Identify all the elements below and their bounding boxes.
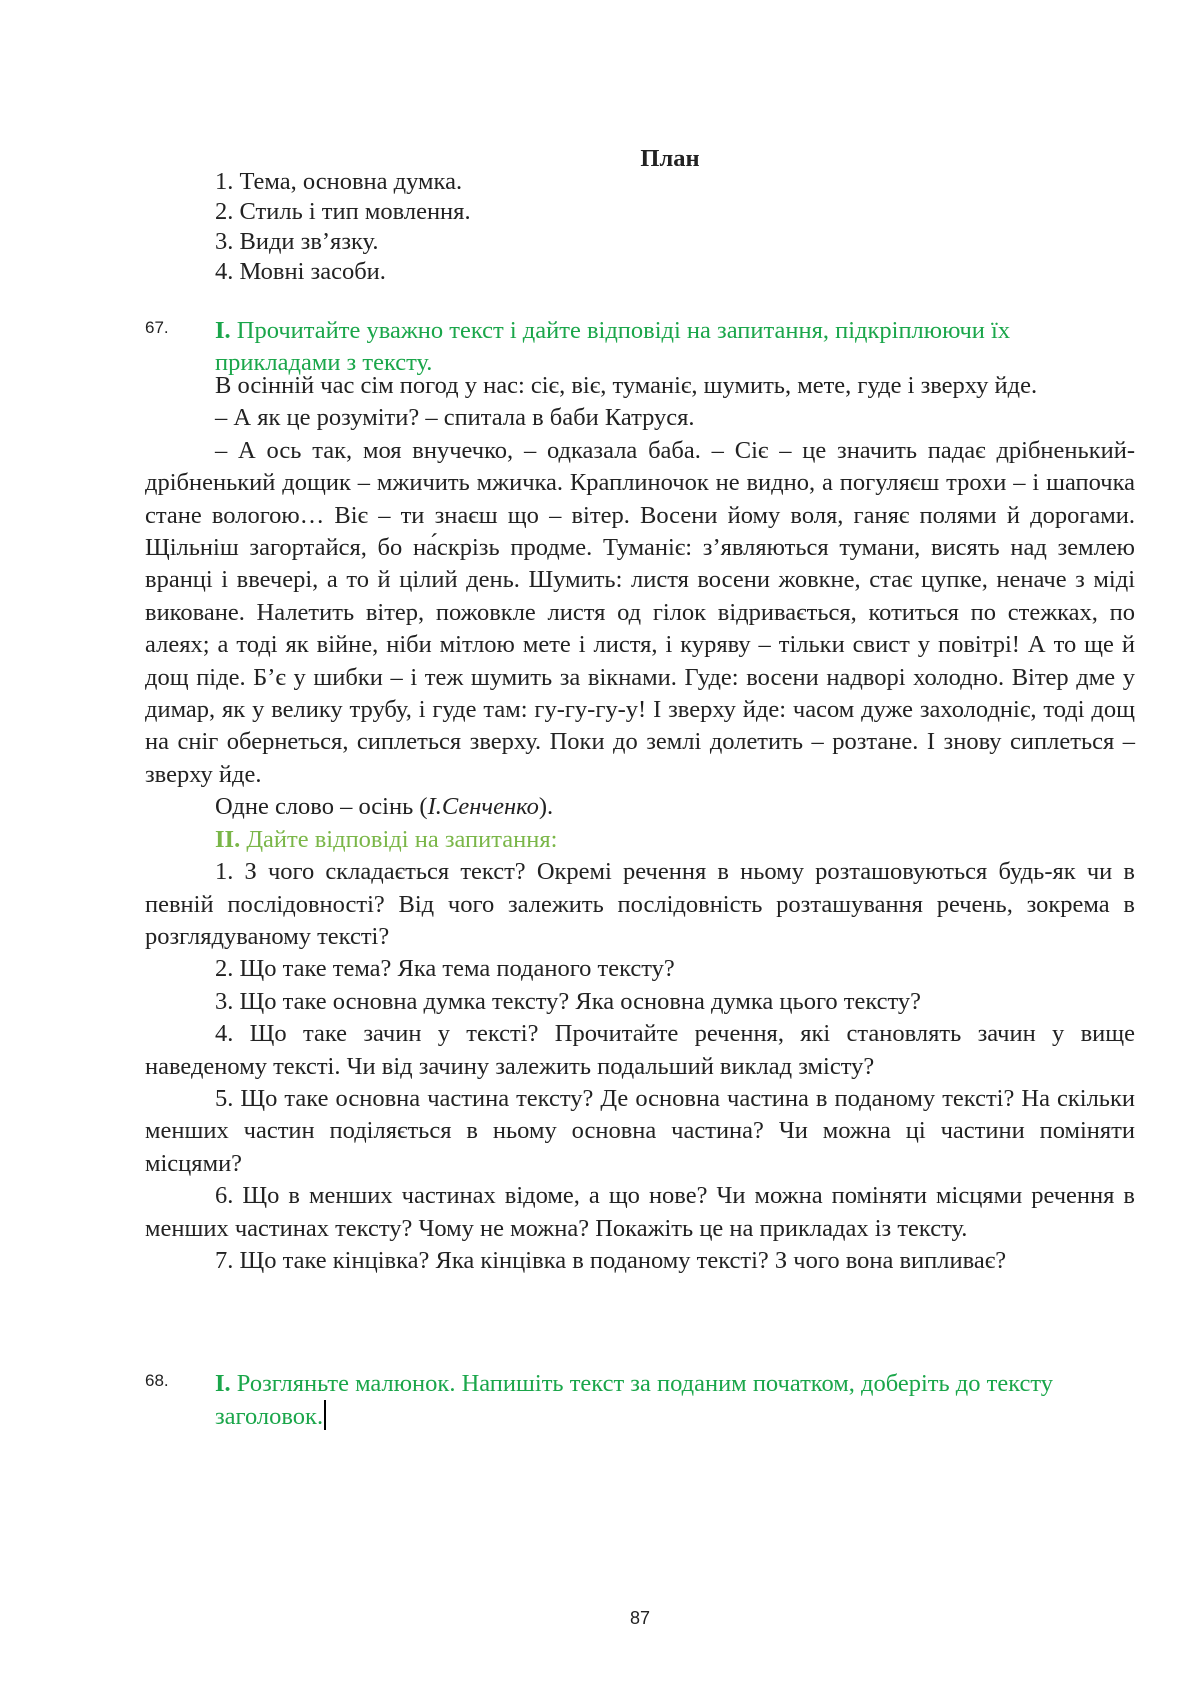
plan-item: 2. Стиль і тип мовлення. [215, 198, 471, 225]
task-part-roman: І. [215, 1370, 231, 1397]
question: 4. Що таке зачин у тексті? Прочитайте речення, які становлять зачин у вище наведеному тексті. Чи від зачину залежить подальший виклад змісту? [145, 1020, 1135, 1080]
exercise-number: 67. [145, 318, 169, 337]
question: 5. Що таке основна частина тексту? Де основна частина в поданому тексті? На скільки менших частин поділяється в ньому основна частина? Чи можна ці частини поміняти місцями? [145, 1084, 1135, 1177]
author-name: І.Сенченко [427, 793, 539, 821]
text-paragraph: – А ось так, моя внучечко, – одказала баба. – Сіє – це значить падає дрібненький-дрібненький дощик – мжичить мжичка. Краплиночок не видно, а погуляєш трохи – і шапочка стане вологою… Віє – ти знаєш що – вітер. Восени йому воля, ганяє полями й дорогами. Щільніш загортайся, бо на́скрізь продме. Туманіє: з’являються тумани, висять над землею вранці і ввечері, а то й цілий день. Шумить: листя восени жовкне, стає цупке, неначе з міді виковане. Налетить вітер, пожовкле листя од гілок відривається, котиться по стежках, по алеях; а тоді як війне, ніби мітлою мете і листя, і куряву – тільки свист у повітрі! А то ще й дощ піде. Б’є у шибки – і теж шумить за вікнами. Гуде: восени надворі холодно. Вітер дме у димар, як у велику трубу, і гуде там: гу-гу-гу-у! І зверху йде: часом дуже захолодніє, тоді дощ на сніг обернеться, сиплеться зверху. Поки до землі долетить – розтане. І знову сиплеться – зверху йде. [145, 436, 1135, 788]
plan-item: 4. Мовні засоби. [215, 258, 386, 285]
exercise-number: 68. [145, 1371, 169, 1390]
part-2-task: Дайте відповіді на запитання: [246, 825, 558, 853]
question: 6. Що в менших частинах відоме, а що нове? Чи можна поміняти місцями речення в менших частинах тексту? Чому не можна? Покажіть це на прикладах із тексту. [145, 1182, 1135, 1242]
text-closing [145, 791, 1135, 823]
question: 3. Що таке основна думка тексту? Яка основна думка цього тексту? [215, 987, 922, 1015]
task-text: Прочитайте уважно текст і дайте відповіді на запитання, підкріплюючи їх прикладами з тексту. [215, 317, 1011, 376]
text-paragraph: В осінній час сім погод у нас: сіє, віє, туманіє, шумить, мете, гуде і зверху йде. [215, 372, 1038, 399]
exercise-67-body [145, 370, 1135, 1277]
closing-end: ). [538, 793, 554, 821]
plan-title: План [640, 145, 700, 172]
closing-text: Одне слово – осінь ( [215, 793, 428, 821]
task-part-roman: І. [215, 317, 231, 344]
question: 2. Що таке тема? Яка тема поданого тексту? [215, 955, 675, 983]
part-2-roman: ІІ. [215, 825, 241, 853]
part-2-heading [145, 824, 1135, 856]
plan-item: 1. Тема, основна думка. [215, 168, 463, 195]
question: 7. Що таке кінцівка? Яка кінцівка в поданому тексті? З чого вона випливає? [215, 1246, 1007, 1274]
plan-item: 3. Види зв’язку. [215, 228, 379, 255]
text-cursor [324, 1400, 326, 1430]
exercise-68-heading [145, 1368, 1135, 1433]
text-paragraph: – А як це розуміти? – спитала в баби Катруся. [215, 404, 695, 432]
question: 1. З чого складається текст? Окремі речення в ньому розташовуються будь-як чи в певній послідовності? Від чого залежить послідовність розташування речень, зокрема в розглядуваному тексті? [145, 858, 1135, 950]
exercise-task [215, 1368, 1135, 1433]
page-number: 87 [629, 1608, 651, 1628]
task-text: Розгляньте малюнок. Напишіть текст за поданим початком, доберіть до тексту заголовок. [215, 1370, 1054, 1430]
